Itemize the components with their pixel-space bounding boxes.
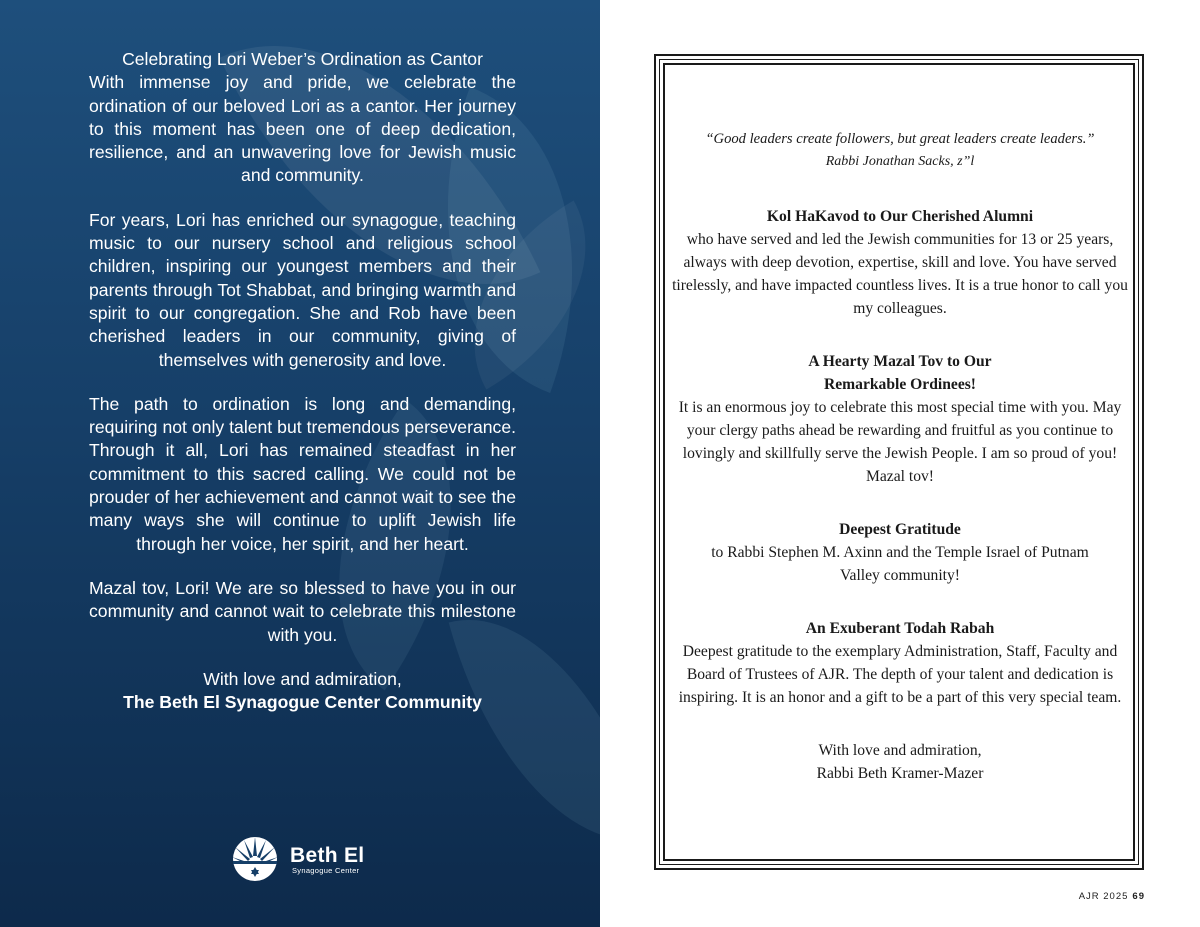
section-body: Deepest gratitude to the exemplary Administration, Staff, Faculty and Board of Trustees of AJR. The depth of your talent and dedication is inspiring. It is an honor and a gift to be a part of this very special team. (678, 643, 1122, 706)
tribute-paragraph-3: The path to ordination is long and demanding, requiring not only talent but tremendous perseverance. Through it all, Lori has remained steadfast in her commitment to this sacred calling. We could not be prouder of her achievement and cannot wait to see the many ways she will continue to uplift Jewish life through her voice, her spirit, and her heart. (89, 393, 516, 554)
publication-label: AJR 2025 (1078, 891, 1129, 902)
tribute-paragraph-4: Mazal tov, Lori! We are so blessed to have you in our community and cannot wait to celebrate this milestone with you. (89, 577, 516, 645)
tribute-title: Celebrating Lori Weber’s Ordination as Cantor (122, 49, 483, 69)
section-body: who have served and led the Jewish communities for 13 or 25 years, always with deep devotion, expertise, skill and love. You have served tirelessly, and have impacted countless lives. It is a true honor to call you my colleagues. (672, 231, 1128, 317)
message-panel-right (670, 128, 1130, 785)
page-number: 69 (1132, 891, 1145, 902)
logo-name: Beth El (290, 844, 365, 867)
closing-text: With love and admiration, (818, 742, 982, 759)
tribute-paragraph-text: With immense joy and pride, we celebrate the ordination of our beloved Lori as a cantor. Her journey to this moment has been one of deep dedication, resilience, and an unwavering love for Jewish music and community. (89, 72, 516, 186)
section-heading: An Exuberant Todah Rabah (805, 620, 995, 637)
section-body: to Rabbi Stephen M. Axinn and the Temple Israel of Putnam Valley community! (711, 544, 1089, 584)
tribute-signoff (89, 668, 516, 715)
section-heading: A Hearty Mazal Tov to Our Remarkable Ordinees! (808, 353, 992, 393)
section-heading: Kol HaKavod to Our Cherished Alumni (766, 208, 1034, 225)
section-heading: Deepest Gratitude (839, 521, 961, 538)
message-section (670, 350, 1130, 488)
message-signoff (670, 739, 1130, 785)
message-section (670, 617, 1130, 709)
lotus-star-of-david-icon (226, 830, 284, 882)
signature-text: Rabbi Beth Kramer-Mazer (816, 765, 984, 782)
tribute-paragraph-1 (89, 48, 516, 188)
page-footer (1079, 891, 1145, 902)
logo-subtitle: Synagogue Center (292, 866, 360, 875)
tribute-paragraph-2: For years, Lori has enriched our synagogue, teaching music to our nursery school and religious school children, inspiring our youngest members and their parents through Tot Shabbat, and bringing warmth and spirit to our congregation. She and Rob have been cherished leaders in our community, giving of themselves with generosity and love. (89, 209, 516, 370)
quote-author: Rabbi Jonathan Sacks, z”l (825, 154, 975, 169)
closing-text: With love and admiration, (203, 668, 402, 689)
signature-text: The Beth El Synagogue Center Community (123, 692, 482, 713)
section-body: It is an enormous joy to celebrate this most special time with you. May your clergy paths ahead be rewarding and fruitful as you continue to lovingly and skillfully serve the Jewish People. I am so proud of you! Mazal tov! (678, 399, 1122, 485)
tribute-text (89, 48, 516, 735)
quote-text: “Good leaders create followers, but great leaders create leaders.” (705, 131, 1095, 147)
message-section (670, 518, 1130, 587)
message-section (670, 205, 1130, 320)
beth-el-logo (226, 830, 396, 885)
